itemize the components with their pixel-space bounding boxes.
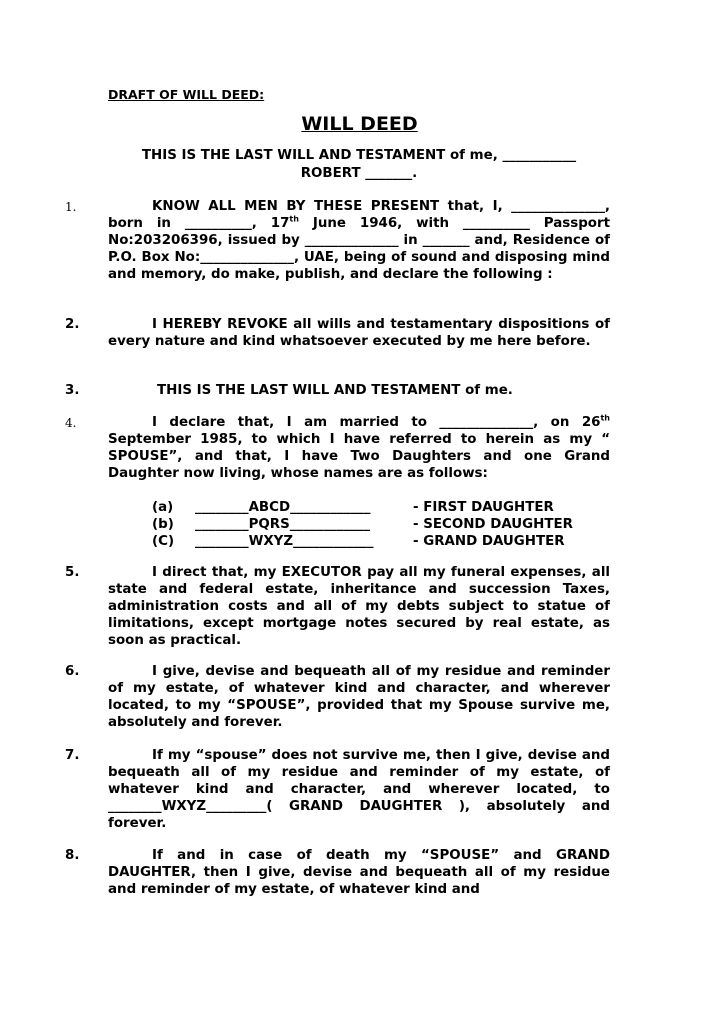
ordinal-suffix: th — [600, 413, 610, 423]
will-deed-title: WILL DEED — [301, 113, 418, 135]
intro-statement — [108, 147, 610, 183]
clause-2 — [65, 317, 610, 351]
clause-number: 5. — [65, 565, 80, 580]
item-role: - FIRST DAUGHTER — [413, 500, 554, 515]
clause-text: If my “spouse” does not survive me, then I give, devise and bequeath all of my residue and reminder of my estate, of whatever kind and character, and wherever located, to ________WXYZ_________( GRAND DAUGHTER ), absolutely and forever. — [108, 748, 610, 831]
clause-7 — [65, 748, 610, 833]
intro-line-2: ROBERT _______. — [300, 166, 418, 181]
clause-number: 1. — [65, 200, 77, 214]
clause-number: 2. — [65, 317, 80, 332]
item-role: - SECOND DAUGHTER — [413, 517, 573, 533]
clause-text: THIS IS THE LAST WILL AND TESTAMENT of me. — [157, 383, 513, 398]
item-role: - GRAND DAUGHTER — [413, 534, 565, 550]
clause-text: I declare that, I am married to ______________, on 26 — [152, 415, 601, 430]
clause-text: If and in case of death my “SPOUSE” and GRAND DAUGHTER, then I give, devise and bequeath all of my residue and reminder of my estate, of whatever kind and — [108, 848, 610, 897]
clause-text: I HEREBY REVOKE all wills and testamentary dispositions of every nature and kind whatsoever executed by me here before. — [108, 317, 610, 349]
clause-5 — [65, 565, 610, 650]
clause-number: 3. — [65, 383, 80, 398]
item-name: ________PQRS____________ — [195, 517, 371, 533]
clause-8 — [65, 848, 610, 899]
clause-3 — [65, 383, 610, 400]
intro-line-1: THIS IS THE LAST WILL AND TESTAMENT of me, ___________ — [141, 148, 577, 163]
item-label: (a) — [152, 500, 174, 515]
item-label: (b) — [152, 517, 174, 533]
draft-title: DRAFT OF WILL DEED: — [108, 87, 265, 102]
clause-text-cont: June 1946, with __________ Passport No:203206396, issued by ______________ in _______ and, Residence of P.O. Box No:______________, UAE, being of sound and disposing mind and memory, do make, publish, and declare the following : — [108, 215, 610, 282]
page-title — [0, 113, 719, 135]
clause-1 — [65, 199, 610, 284]
clause-number: 8. — [65, 848, 80, 863]
ordinal-suffix: th — [289, 214, 299, 224]
clause-6 — [65, 664, 610, 732]
clause-text-cont: September 1985, to which I have referred to herein as my “ SPOUSE”, and that, I have Two Daughters and one Grand Daughter now living, whose names are as follows: — [108, 431, 610, 481]
clause-text: KNOW ALL MEN BY THESE PRESENT that, I, ______________, born in __________, 17 — [108, 199, 610, 231]
item-name: ________ABCD____________ — [195, 500, 371, 515]
clause-4 — [65, 413, 610, 483]
item-name: ________WXYZ____________ — [195, 534, 374, 550]
clause-text: I direct that, my EXECUTOR pay all my funeral expenses, all state and federal estate, inheritance and succession Taxes, administration costs and all of my debts subject to statue of limitations, except mortgage notes secured by real estate, as soon as practical. — [108, 565, 610, 648]
clause-text: I give, devise and bequeath all of my residue and reminder of my estate, of whatever kind and character, and wherever located, to my “SPOUSE”, provided that my Spouse survive me, absolutely and forever. — [108, 664, 610, 730]
clause-number: 7. — [65, 748, 80, 763]
item-label: (C) — [152, 534, 175, 550]
clause-number: 4. — [65, 416, 77, 430]
clause-number: 6. — [65, 664, 80, 679]
